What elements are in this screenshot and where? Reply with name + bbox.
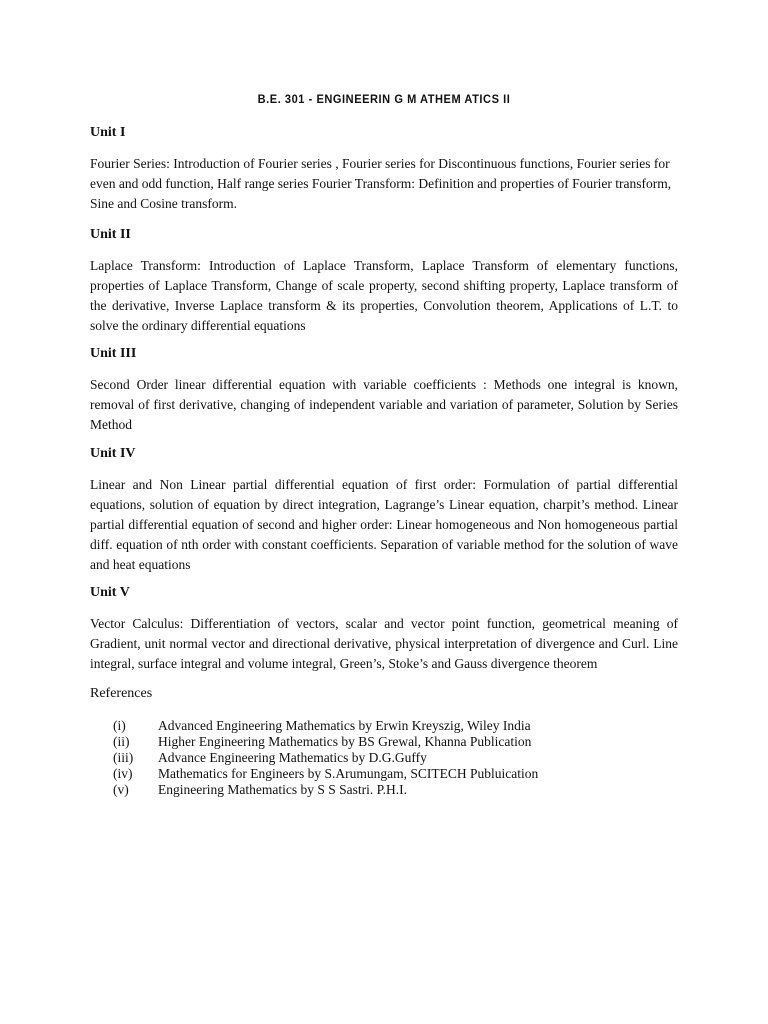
reference-item [113,734,633,750]
reference-text: Advanced Engineering Mathematics by Erwin Kreyszig, Wiley India [158,718,531,733]
reference-item [113,782,633,798]
unit-5-text: Vector Calculus: Differentiation of vectors, scalar and vector point function, geometrical meaning of Gradient, unit normal vector and directional derivative, physical interpretation of divergence and Curl. Line integral, surface integral and volume integral, Green’s, Stoke’s and Gauss divergence theorem [90,616,678,671]
reference-item [113,718,633,734]
reference-item [113,766,633,782]
reference-number: (ii) [113,734,130,749]
reference-text: Higher Engineering Mathematics by BS Grewal, Khanna Publication [158,734,532,749]
reference-number: (v) [113,782,129,797]
unit-2-text: Laplace Transform: Introduction of Laplace Transform, Laplace Transform of elementary functions, properties of Laplace Transform, Change of scale property, second shifting property, Laplace transform of the derivative, Inverse Laplace transform & its properties, Convolution theorem, Applications of L.T. to solve the ordinary differential equations [90,258,678,333]
references-list [113,718,633,798]
reference-number: (iv) [113,766,133,781]
unit-4-text: Linear and Non Linear partial differential equation of first order: Formulation of partial differential equations, solution of equation by direct integration, Lagrange’s Linear equation, charpit’s method. Linear partial differential equation of second and higher order: Linear homogeneous and Non homogeneous partial diff. equation of nth order with constant coefficients. Separation of variable method for the solution of wave and heat equations [90,477,678,572]
reference-number: (iii) [113,750,134,765]
document-title: B.E. 301 - ENGINEERIN G M ATHEM ATICS II [257,92,511,106]
unit-2-heading: Unit II [90,227,131,242]
unit-1-heading: Unit I [90,125,126,140]
reference-number: (i) [113,718,126,733]
unit-1-text: Fourier Series: Introduction of Fourier series , Fourier series for Discontinuous functions, Fourier series for even and odd function, Half range series Fourier Transform: Definition and properties of Fourier transform, Sine and Cosine transform. [90,156,672,211]
references-heading: References [90,686,153,701]
unit-5-heading: Unit V [90,585,130,600]
reference-item [113,750,633,766]
unit-3-heading: Unit III [90,346,137,361]
reference-text: Advance Engineering Mathematics by D.G.Guffy [158,750,427,765]
reference-text: Engineering Mathematics by S S Sastri. P.H.I. [158,782,407,797]
unit-3-text: Second Order linear differential equation with variable coefficients : Methods one integral is known, removal of first derivative, changing of independent variable and variation of parameter, Solution by Series Method [90,377,678,432]
unit-4-heading: Unit IV [90,446,136,461]
reference-text: Mathematics for Engineers by S.Arumungam, SCITECH Publuication [158,766,539,781]
